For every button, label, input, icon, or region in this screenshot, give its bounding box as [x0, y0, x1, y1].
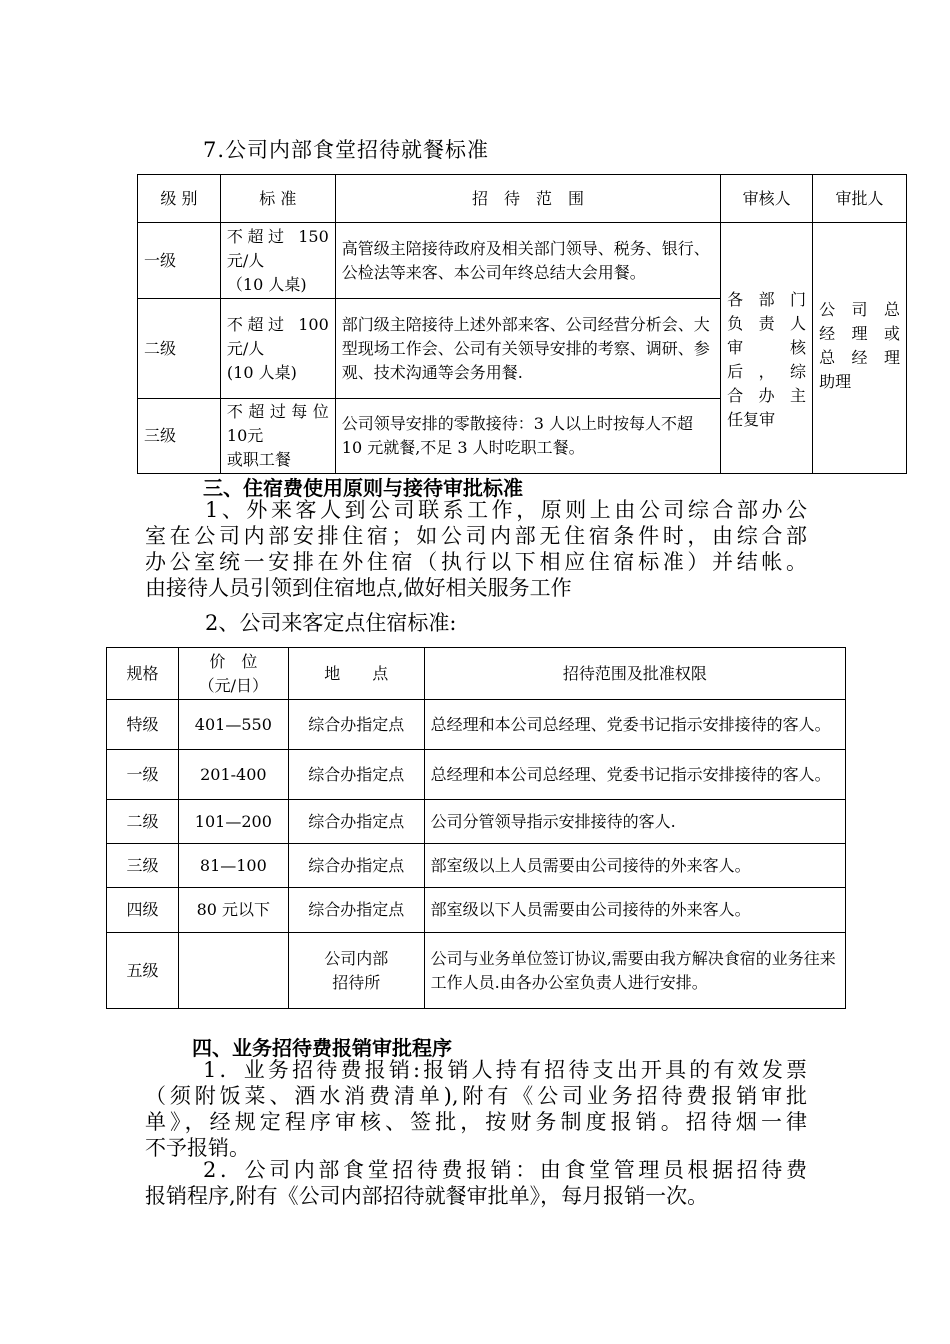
level-cell: 三级 — [138, 399, 221, 474]
place-cell: 综合办指定点 — [288, 750, 424, 800]
header-scope: 招待范围及批准权限 — [424, 648, 845, 700]
header-price: 价 位 （元/日） — [178, 648, 288, 700]
spec-cell: 五级 — [107, 933, 179, 1009]
place-cell: 综合办指定点 — [288, 800, 424, 844]
header-place: 地 点 — [288, 648, 424, 700]
scope-cell: 公司分管领导指示安排接待的客人. — [424, 800, 845, 844]
scope-cell: 部门级主陪接待上述外部来客、公司经营分析会、大型现场工作会、公司有关领导安排的考察、调研、参观、技术沟通等会务用餐. — [335, 299, 720, 399]
price-cell: 401—550 — [178, 700, 288, 750]
header-spec: 规格 — [107, 648, 179, 700]
section-3-title: 三、住宿费使用原则与接待审批标准 — [203, 476, 523, 500]
table-header-row — [138, 175, 907, 223]
standard-cell: 不超过 150 元/人 （10 人桌) — [220, 223, 335, 299]
table-row — [107, 888, 846, 933]
level-cell: 一级 — [138, 223, 221, 299]
scope-cell: 部室级以上人员需要由公司接待的外来客人。 — [424, 844, 845, 888]
scope-cell: 公司领导安排的零散接待：3 人以上时按每人不超 10 元就餐,不足 3 人时吃职工餐。 — [335, 399, 720, 474]
section-heading-7: 7.公司内部食堂招待就餐标准 — [203, 138, 490, 162]
scope-cell: 总经理和本公司总经理、党委书记指示安排接待的客人。 — [424, 700, 845, 750]
place-cell: 公司内部 招待所 — [288, 933, 424, 1009]
level-cell: 二级 — [138, 299, 221, 399]
header-standard: 标 准 — [220, 175, 335, 223]
scope-cell: 总经理和本公司总经理、党委书记指示安排接待的客人。 — [424, 750, 845, 800]
reviewer-cell: 各部门 负责人 审 核 后，综 合办主 任复审 — [721, 223, 813, 474]
table-row — [107, 750, 846, 800]
price-cell — [178, 933, 288, 1009]
place-cell: 综合办指定点 — [288, 888, 424, 933]
section-3-paragraph-2: 2、公司来客定点住宿标准: — [205, 611, 457, 635]
spec-cell: 二级 — [107, 800, 179, 844]
spec-cell: 一级 — [107, 750, 179, 800]
place-cell: 综合办指定点 — [288, 844, 424, 888]
table-row — [107, 700, 846, 750]
standard-cell: 不超过每位 10元 或职工餐 — [220, 399, 335, 474]
price-cell: 201-400 — [178, 750, 288, 800]
place-cell: 综合办指定点 — [288, 700, 424, 750]
standard-cell: 不超过 100 元/人 (10 人桌) — [220, 299, 335, 399]
price-cell: 101—200 — [178, 800, 288, 844]
header-scope: 招 待 范 围 — [335, 175, 720, 223]
section-4-title: 四、业务招待费报销审批程序 — [192, 1036, 452, 1060]
table-row — [107, 844, 846, 888]
header-approver: 审批人 — [813, 175, 907, 223]
section-3-paragraph-1: 1、外来客人到公司联系工作，原则上由公司综合部办公 室在公司内部安排住宿；如公司内部无住宿条件时，由综合部 办公室统一安排在外住宿（执行以下相应住宿标准）并结帐。 由接待人员引领到住宿地点,做好相关服务工作 — [145, 498, 807, 600]
spec-cell: 四级 — [107, 888, 179, 933]
scope-cell: 公司与业务单位签订协议,需要由我方解决食宿的业务往来工作人员.由各办公室负责人进行安排。 — [424, 933, 845, 1009]
table-row — [107, 800, 846, 844]
section-4-paragraph-1: 1．业务招待费报销:报销人持有招待支出开具的有效发票 （须附饭菜、酒水消费清单),附有《公司业务招待费报销审批 单》，经规定程序审核、签批，按财务制度报销。招待烟一律 不予报销。 — [145, 1058, 807, 1160]
section-4-paragraph-2: 2．公司内部食堂招待费报销：由食堂管理员根据招待费 报销程序,附有《公司内部招待就餐审批单》，每月报销一次。 — [145, 1158, 807, 1208]
price-cell: 81—100 — [178, 844, 288, 888]
scope-cell: 高管级主陪接待政府及相关部门领导、税务、银行、公检法等来客、本公司年终总结大会用餐。 — [335, 223, 720, 299]
canteen-standard-table — [137, 174, 907, 474]
header-level: 级 别 — [138, 175, 221, 223]
approver-cell: 公司总 经理或 总经理 助理 — [813, 223, 907, 474]
spec-cell: 特级 — [107, 700, 179, 750]
table-row — [107, 933, 846, 1009]
lodging-standard-table — [106, 647, 846, 1009]
table-header-row — [107, 648, 846, 700]
table-row — [138, 223, 907, 299]
header-reviewer: 审核人 — [721, 175, 813, 223]
price-cell: 80 元以下 — [178, 888, 288, 933]
spec-cell: 三级 — [107, 844, 179, 888]
scope-cell: 部室级以下人员需要由公司接待的外来客人。 — [424, 888, 845, 933]
